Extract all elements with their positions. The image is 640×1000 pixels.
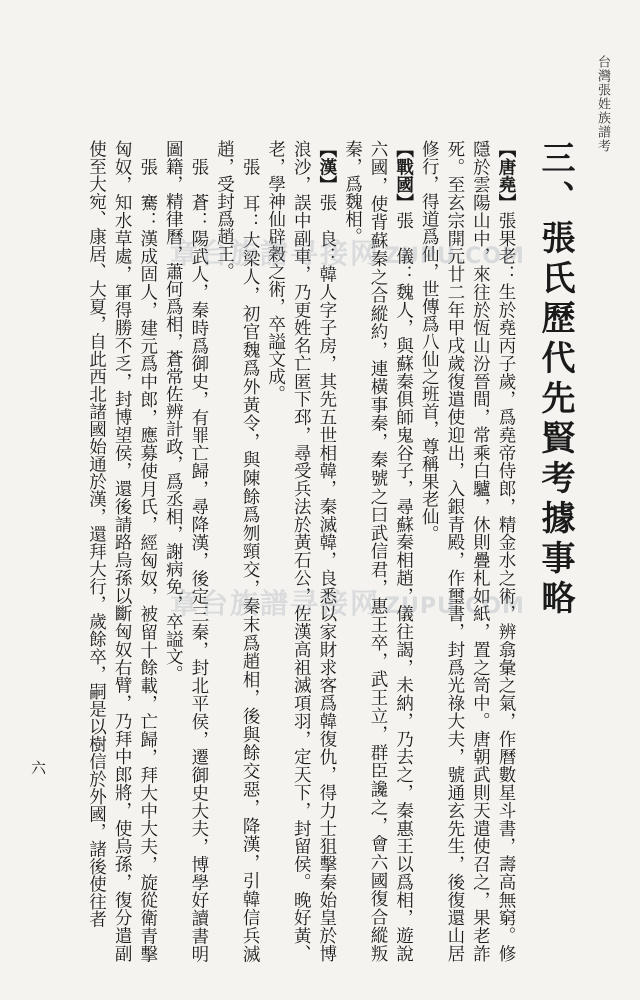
entry-zhan-guo [339,140,416,962]
entry-text: 張 儀：魏人，與蘇秦俱師鬼谷子，尋蘇秦相趙，儀往謁，未納，乃去之，秦惠王以爲相，遊說六國，使背蘇秦之合縱約，連橫事秦，秦號之曰武信君，惠王卒，武王立，群臣讒之，會六國復合縱叛秦，爲魏相。 [342,140,414,963]
era-tag: 【戰國】 [393,140,414,212]
entry-text: 張 騫：漢成固人，建元爲中郎，應募使月氏，經匈奴，被留十餘載，亡歸，拜大中大夫，旋從衛青擊匈奴，知水草處，軍得勝不乏，封博望侯，還後請路烏孫以斷匈奴右臂，乃拜中郎將，使烏孫，復分遣副使至大宛、康居、大夏，自此西北諸國始通於漢，還拜大行，歲餘卒，嗣是以樹信於外國，諸後使往者 [86,140,158,962]
entry-zhang-er [211,140,262,962]
watermark: 章台族譜寻接网 ZUPU.COM [170,237,525,270]
entry-text: 張 蒼：陽武人，秦時爲御史，有罪亡歸，尋降漢，後定三秦，封北平侯，遷御史大夫，博學好讀書明圖籍，精律曆，蕭何爲相，蒼常佐辨計政，爲丞相，謝病免，卒謚文。 [163,140,209,962]
body-text [18,140,518,962]
entry-han [262,140,339,962]
running-head: 台灣張姓族譜考 [595,55,610,153]
entry-tang-yao [416,140,518,962]
entry-zhang-cang [160,140,211,962]
chapter-title: 三、張氏歷代先賢考據事略 [535,140,575,620]
era-tag: 【唐堯】 [496,140,516,212]
entry-text: 張果老：生於堯丙子歲，爲堯帝侍郎，精金水之術，辨翕彙之氣，作曆數星斗書，壽高無窮。修隱於雲陽山中，來往於恆山汾晉間，常乘白驢，休則疊札如紙，置之笥中。唐朝武則天遣使召之，果老詐死。至玄宗開元廿二年甲戌歲復遣使迎出，入銀青殿，作璽書，封爲光祿大夫，號通玄先生，後復還山居修行，得道爲仙，世傳爲八仙之班首，尊稱果老仙。 [419,140,516,963]
watermark: 章台族譜寻接网 ZUPU.COM [170,587,525,620]
entry-text: 張 耳：大梁人，初官魏爲外黃令，與陳餘爲刎頸交，秦末爲趙相，後與餘交惡，降漢，引韓信兵滅趙，受封爲趙王。 [214,140,261,962]
era-tag: 【漢】 [316,140,337,194]
page-number: 六 [29,760,47,775]
entry-text: 張 良：韓人字子房，其先五世相韓，秦滅韓，良悉以家財求客爲韓復仇，得力士狙擊秦始皇於博浪沙，誤中副車，乃更姓名亡匿下邳，尋受兵法於黃石公，佐漢高祖滅項羽，定天下，封留侯。晚好黃、老，學神仙辟穀之術，卒謚文成。 [265,140,337,963]
entry-zhang-qian [83,140,160,962]
